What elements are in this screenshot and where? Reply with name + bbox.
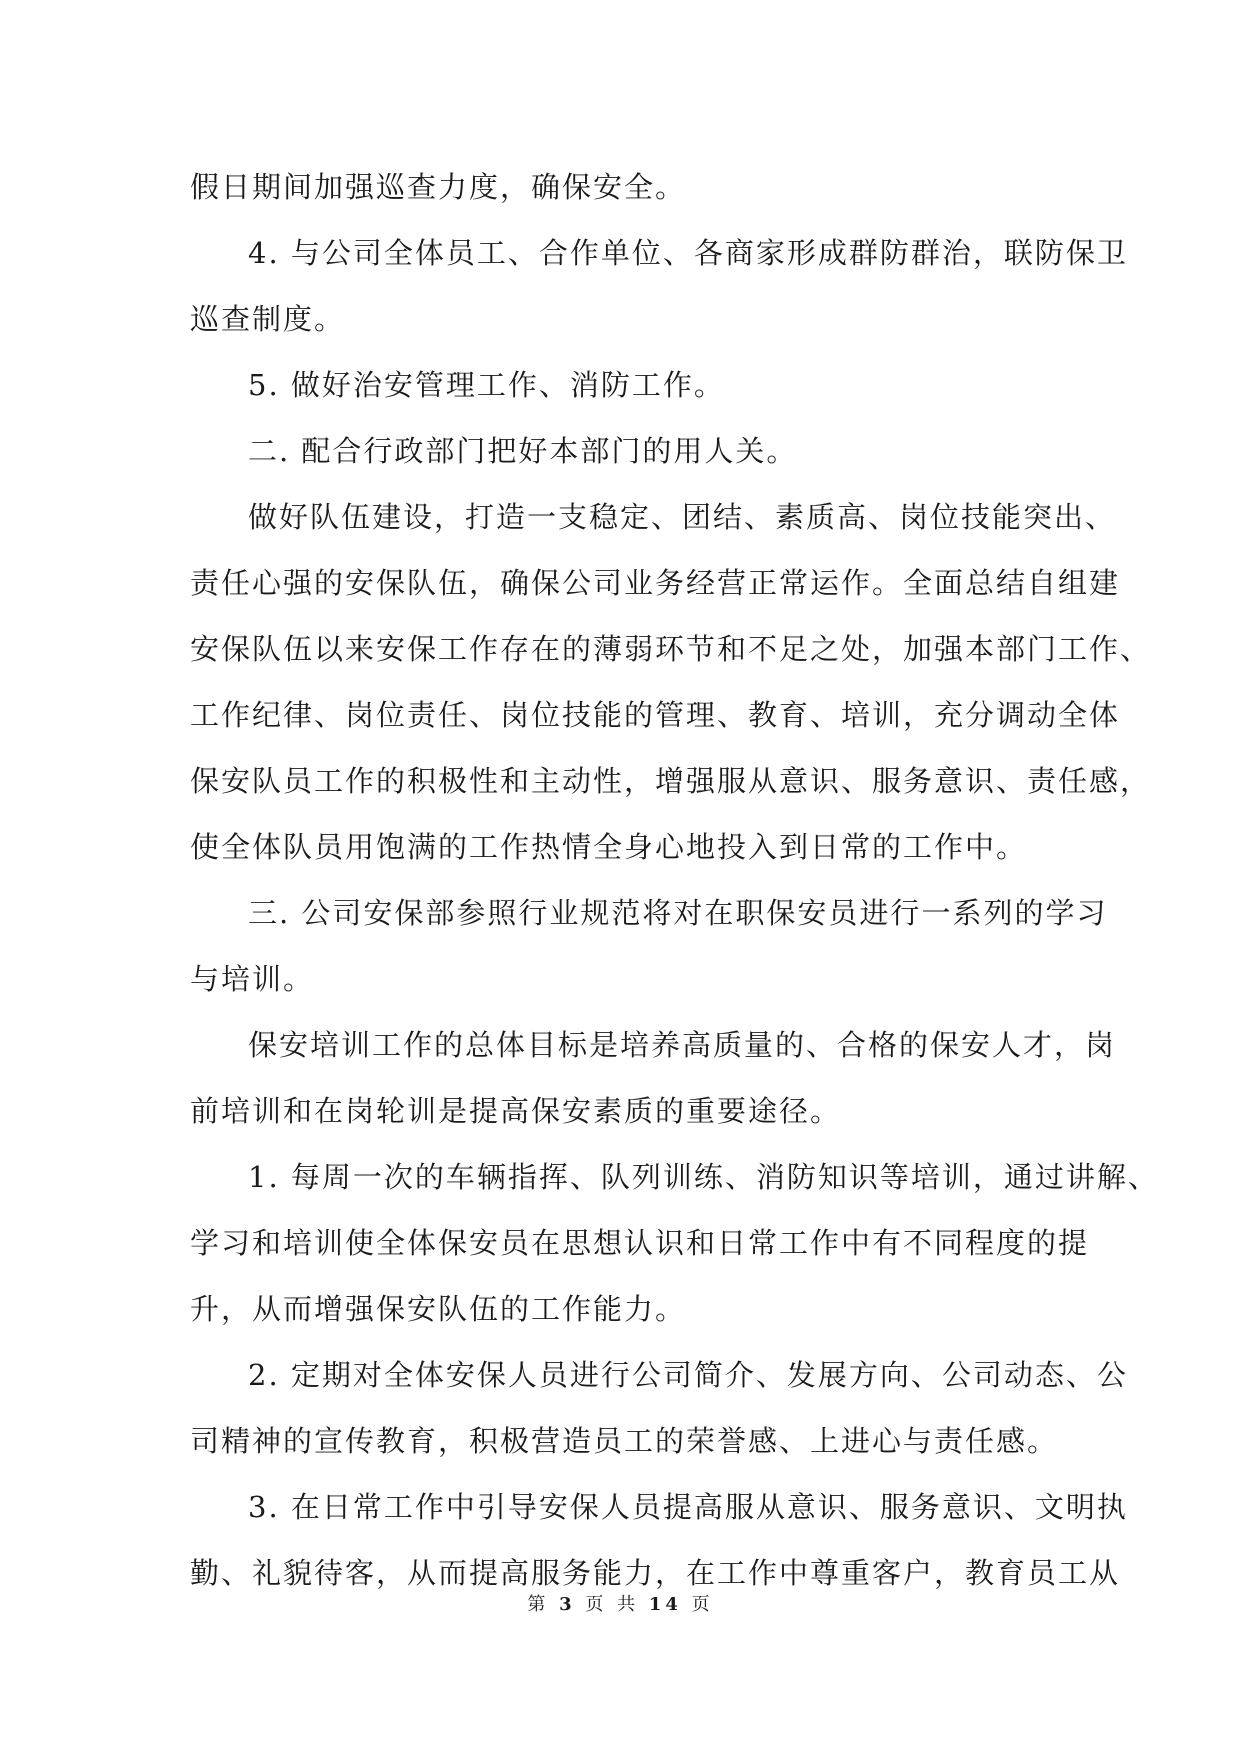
text-line: 1. 每周一次的车辆指挥、队列训练、消防知识等培训，通过讲解、	[248, 1160, 1159, 1194]
text-line: 保安队员工作的积极性和主动性，增强服从意识、服务意识、责任感，	[190, 764, 1152, 798]
text-line: 与培训。	[190, 962, 315, 996]
text-line: 3. 在日常工作中引导安保人员提高服从意识、服务意识、文明执	[248, 1490, 1128, 1524]
footer-prefix: 第	[527, 1594, 550, 1615]
page-footer	[0, 1590, 1241, 1616]
text-line: 安保队伍以来安保工作存在的薄弱环节和不足之处，加强本部门工作、	[190, 632, 1152, 666]
text-line: 勤、礼貌待客，从而提高服务能力，在工作中尊重客户，教育员工从	[190, 1556, 1121, 1590]
text-line: 巡查制度。	[190, 302, 346, 336]
text-line: 5. 做好治安管理工作、消防工作。	[248, 368, 725, 402]
footer-suffix: 页	[691, 1594, 714, 1615]
section-heading: 三. 公司安保部参照行业规范将对在职保安员进行一系列的学习	[248, 896, 1108, 930]
text-line: 前培训和在岗轮训是提高保安素质的重要途径。	[190, 1094, 842, 1128]
text-line: 2. 定期对全体安保人员进行公司简介、发展方向、公司动态、公	[248, 1358, 1128, 1392]
text-line: 做好队伍建设，打造一支稳定、团结、素质高、岗位技能突出、	[248, 500, 1117, 534]
section-heading: 二. 配合行政部门把好本部门的用人关。	[248, 434, 798, 468]
footer-middle: 页 共	[585, 1594, 640, 1615]
text-line: 学习和培训使全体保安员在思想认识和日常工作中有不同程度的提	[190, 1226, 1090, 1260]
text-line: 保安培训工作的总体目标是培养高质量的、合格的保安人才，岗	[248, 1028, 1117, 1062]
text-line: 4. 与公司全体员工、合作单位、各商家形成群防群治，联防保卫	[248, 236, 1128, 270]
current-page-number: 3	[559, 1594, 576, 1615]
text-line: 司精神的宣传教育，积极营造员工的荣誉感、上进心与责任感。	[190, 1424, 1059, 1458]
text-line: 使全体队员用饱满的工作热情全身心地投入到日常的工作中。	[190, 830, 1028, 864]
text-line: 工作纪律、岗位责任、岗位技能的管理、教育、培训，充分调动全体	[190, 698, 1121, 732]
text-line: 责任心强的安保队伍，确保公司业务经营正常运作。全面总结自组建	[190, 566, 1121, 600]
text-line: 假日期间加强巡查力度，确保安全。	[190, 170, 687, 204]
total-page-count: 14	[648, 1594, 682, 1615]
text-line: 升，从而增强保安队伍的工作能力。	[190, 1292, 687, 1326]
body-text	[190, 154, 1159, 1606]
